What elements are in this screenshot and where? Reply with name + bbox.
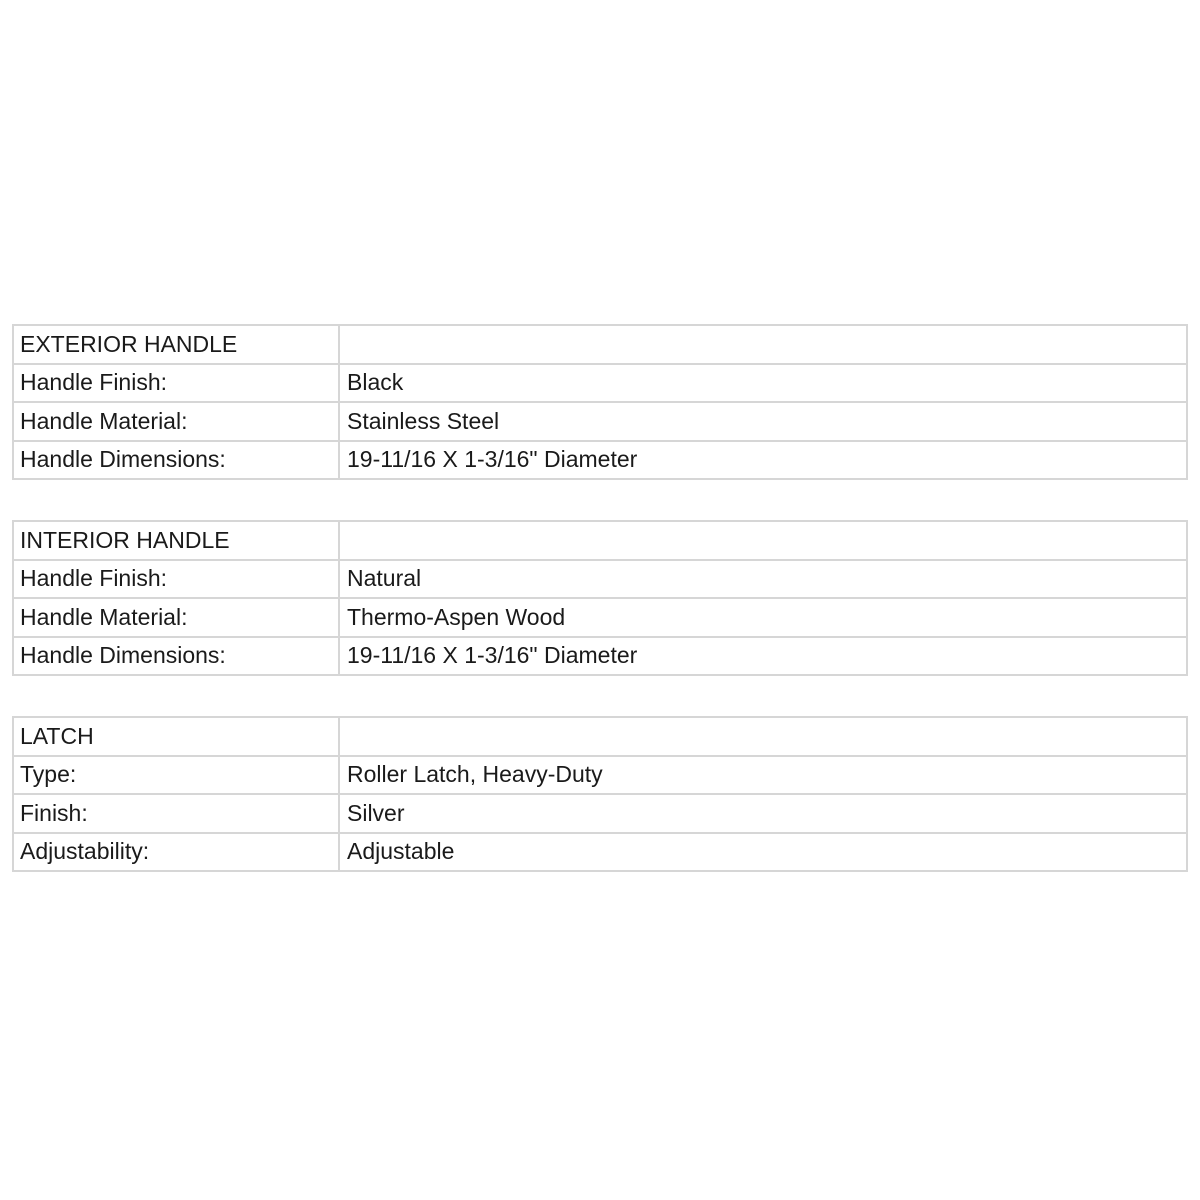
table-row bbox=[13, 364, 1187, 403]
empty-cell bbox=[339, 325, 1187, 364]
table-row-heading bbox=[13, 325, 1187, 364]
spec-table-interior-handle bbox=[12, 520, 1188, 676]
spec-value: Adjustable bbox=[339, 833, 1187, 872]
section-heading: LATCH bbox=[13, 717, 339, 756]
spec-value: Stainless Steel bbox=[339, 402, 1187, 441]
spec-label: Handle Material: bbox=[13, 402, 339, 441]
table-row bbox=[13, 756, 1187, 795]
spec-value: Black bbox=[339, 364, 1187, 403]
table-row bbox=[13, 833, 1187, 872]
spec-label: Adjustability: bbox=[13, 833, 339, 872]
spec-label: Handle Finish: bbox=[13, 560, 339, 599]
spec-table-latch bbox=[12, 716, 1188, 872]
spec-label: Handle Dimensions: bbox=[13, 441, 339, 480]
table-row bbox=[13, 441, 1187, 480]
table-row bbox=[13, 598, 1187, 637]
spec-label: Handle Dimensions: bbox=[13, 637, 339, 676]
table-row-heading bbox=[13, 717, 1187, 756]
table-row-heading bbox=[13, 521, 1187, 560]
section-heading: EXTERIOR HANDLE bbox=[13, 325, 339, 364]
spec-table-exterior-handle bbox=[12, 324, 1188, 480]
table-row bbox=[13, 637, 1187, 676]
section-heading: INTERIOR HANDLE bbox=[13, 521, 339, 560]
spec-label: Finish: bbox=[13, 794, 339, 833]
empty-cell bbox=[339, 521, 1187, 560]
spec-value: 19-11/16 X 1-3/16" Diameter bbox=[339, 441, 1187, 480]
table-row bbox=[13, 402, 1187, 441]
spec-label: Type: bbox=[13, 756, 339, 795]
spec-value: 19-11/16 X 1-3/16" Diameter bbox=[339, 637, 1187, 676]
spec-value: Thermo-Aspen Wood bbox=[339, 598, 1187, 637]
spec-value: Roller Latch, Heavy-Duty bbox=[339, 756, 1187, 795]
spec-label: Handle Material: bbox=[13, 598, 339, 637]
empty-cell bbox=[339, 717, 1187, 756]
table-row bbox=[13, 560, 1187, 599]
table-row bbox=[13, 794, 1187, 833]
spec-value: Natural bbox=[339, 560, 1187, 599]
spec-label: Handle Finish: bbox=[13, 364, 339, 403]
spec-value: Silver bbox=[339, 794, 1187, 833]
